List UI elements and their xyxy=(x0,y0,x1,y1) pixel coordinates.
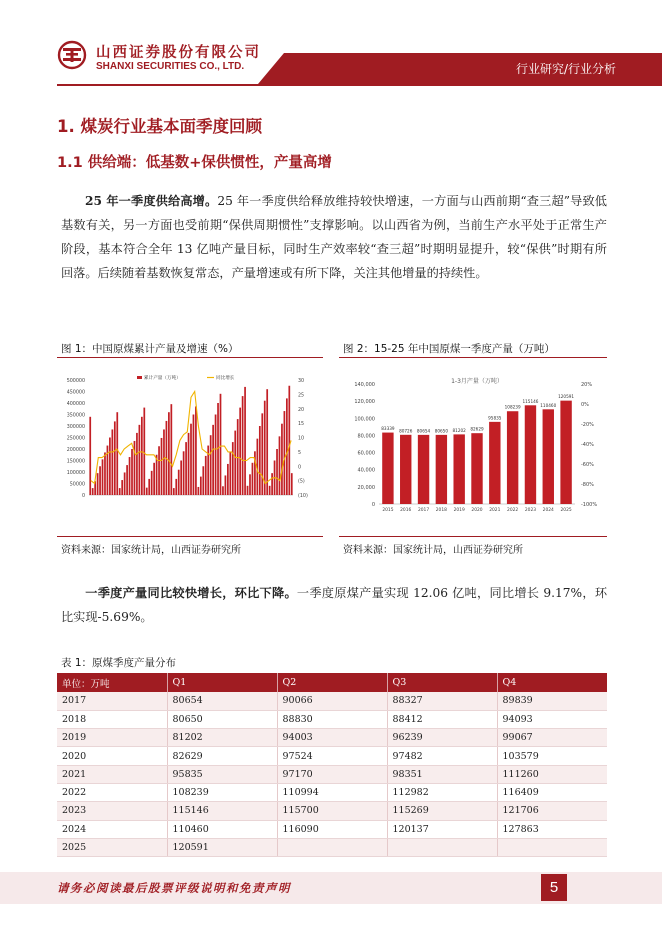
y-left-tick-label: 400000 xyxy=(66,402,85,407)
bar-cumulative-output xyxy=(104,452,106,495)
bar-q1-output xyxy=(560,401,571,504)
x-tick-label: 2020 xyxy=(471,508,483,513)
table-header-cell: 单位：万吨 xyxy=(57,673,167,692)
table-value-cell: 88830 xyxy=(277,710,387,728)
bar-cumulative-output xyxy=(168,412,170,495)
bar-cumulative-output xyxy=(92,488,94,495)
y-right-tick-label: -80% xyxy=(581,482,594,488)
table-value-cell: 111260 xyxy=(497,765,607,783)
table-value-cell: 88327 xyxy=(387,692,497,710)
table-header-row xyxy=(57,673,607,692)
paragraph-text: 25 年一季度供给释放维持较快增速，一方面与山西前期“查三超”导致低基数有关，另一方面也受前期“保供周期惯性”支撑影响。以山西省为例，当前生产水平处于正常生产阶段，基本符合全年 13 亿吨产量目标，同时生产效率较“查三超”时期明显提升，较“保供”时期有所回落。后续随着基数恢复常态，产量增速或有所下降，关注其他增量的持续性。 xyxy=(61,194,607,280)
bar-cumulative-output xyxy=(97,473,99,495)
table-value-cell: 120137 xyxy=(387,820,497,838)
legend-bar-swatch xyxy=(137,376,142,379)
bar-cumulative-output xyxy=(198,487,200,495)
y-right-tick-label: 15 xyxy=(298,422,305,428)
table-row xyxy=(57,692,607,710)
table-value-cell: 88412 xyxy=(387,710,497,728)
bar-data-label: 95835 xyxy=(488,415,502,421)
y-right-tick-label: 20% xyxy=(581,382,593,388)
x-tick-label: 2022 xyxy=(507,508,519,513)
x-tick-label: 2018 xyxy=(435,508,447,513)
bar-cumulative-output xyxy=(244,387,246,495)
figure-2-source: 资料来源：国家统计局，山西证券研究所 xyxy=(343,545,523,556)
bar-cumulative-output xyxy=(193,415,195,496)
table-value-cell: 97170 xyxy=(277,765,387,783)
table-year-cell: 2018 xyxy=(57,710,167,728)
table-value-cell: 94003 xyxy=(277,729,387,747)
bar-cumulative-output xyxy=(119,488,121,495)
y-right-tick-label: -20% xyxy=(581,422,594,428)
bar-q1-output xyxy=(507,411,518,504)
figure-2-caption: 图 2：15-25 年中国原煤一季度产量（万吨） xyxy=(343,343,555,355)
bar-cumulative-output xyxy=(261,413,263,495)
bar-q1-output xyxy=(418,435,429,504)
bar-data-label: 80726 xyxy=(399,428,413,434)
table-value-cell: 121706 xyxy=(497,802,607,820)
bar-cumulative-output xyxy=(129,457,131,495)
table-value-cell xyxy=(277,838,387,856)
figure-1-top-rule xyxy=(57,357,323,358)
x-tick-label: 2024 xyxy=(542,508,554,513)
bar-cumulative-output xyxy=(116,412,118,495)
bar-cumulative-output xyxy=(215,415,217,496)
bar-q1-output xyxy=(489,422,500,504)
bar-cumulative-output xyxy=(131,449,133,495)
bar-cumulative-output xyxy=(99,466,101,495)
legend-line-label: 同比增长 xyxy=(216,376,235,381)
table-year-cell: 2019 xyxy=(57,729,167,747)
bar-cumulative-output xyxy=(195,406,197,495)
bar-cumulative-output xyxy=(161,438,163,495)
y-right-tick-label: 5 xyxy=(298,450,302,456)
x-tick-label: 2021 xyxy=(489,508,501,513)
footer-disclaimer: 请务必阅读最后股票评级说明和免责声明 xyxy=(57,881,291,895)
bar-q1-output xyxy=(453,434,464,504)
y-left-tick-label: 60,000 xyxy=(357,450,375,457)
bar-cumulative-output xyxy=(200,477,202,495)
y-left-tick-label: 100,000 xyxy=(354,416,375,423)
table-value-cell: 115269 xyxy=(387,802,497,820)
legend-bar-label: 累计产量（万吨） xyxy=(144,376,181,381)
table-value-cell: 108239 xyxy=(167,783,277,801)
table-year-cell: 2025 xyxy=(57,838,167,856)
table-header-cell: Q4 xyxy=(497,673,607,692)
table-row xyxy=(57,729,607,747)
x-tick-label: 2016 xyxy=(400,508,412,513)
figure-2-bottom-rule xyxy=(339,536,607,537)
bar-data-label: 83339 xyxy=(381,426,395,432)
y-right-tick-label: 0 xyxy=(298,465,302,471)
y-right-tick-label: (5) xyxy=(298,479,305,485)
table-row xyxy=(57,710,607,728)
bar-cumulative-output xyxy=(143,408,145,495)
table-value-cell: 80650 xyxy=(167,710,277,728)
table-header-cell: Q3 xyxy=(387,673,497,692)
bar-cumulative-output xyxy=(151,471,153,495)
bar-q1-output xyxy=(436,435,447,504)
bar-cumulative-output xyxy=(220,394,222,495)
table-value-cell: 115146 xyxy=(167,802,277,820)
figure-1-source: 资料来源：国家统计局，山西证券研究所 xyxy=(61,545,241,556)
y-left-tick-label: 0 xyxy=(81,494,85,499)
figure-2-top-rule xyxy=(339,357,607,358)
y-left-tick-label: 350000 xyxy=(66,413,85,419)
bar-cumulative-output xyxy=(121,480,123,495)
bar-cumulative-output xyxy=(175,479,177,495)
table-value-cell: 95835 xyxy=(167,765,277,783)
section-heading: 1. 煤炭行业基本面季度回顾 xyxy=(57,117,262,136)
bar-cumulative-output xyxy=(271,473,273,495)
bar-q1-output xyxy=(400,435,411,504)
y-left-tick-label: 140,000 xyxy=(354,382,375,388)
table-value-cell: 98351 xyxy=(387,765,497,783)
bar-cumulative-output xyxy=(89,417,91,495)
y-right-tick-label: -100% xyxy=(581,502,598,508)
x-tick-label: 2015 xyxy=(382,508,394,513)
body-paragraph-q1 xyxy=(61,581,607,629)
bar-data-label: 115146 xyxy=(522,398,539,404)
bar-cumulative-output xyxy=(114,421,116,495)
bar-cumulative-output xyxy=(190,424,192,495)
y-left-tick-label: 250000 xyxy=(66,436,85,442)
bar-data-label: 120591 xyxy=(558,394,575,400)
company-logo-icon xyxy=(57,40,87,70)
bar-data-label: 110460 xyxy=(540,402,557,408)
bar-cumulative-output xyxy=(148,479,150,495)
y-left-tick-label: 80,000 xyxy=(357,433,375,440)
table-header-cell: Q1 xyxy=(167,673,277,692)
table-header-cell: Q2 xyxy=(277,673,387,692)
bar-cumulative-output xyxy=(183,451,185,495)
bar-cumulative-output xyxy=(111,429,113,495)
bar-data-label: 108239 xyxy=(504,404,521,410)
bar-cumulative-output xyxy=(185,442,187,495)
chart-cumulative-output xyxy=(57,362,323,532)
table-year-cell: 2021 xyxy=(57,765,167,783)
chart-title: 1-3月产量（万吨） xyxy=(451,378,503,385)
bar-cumulative-output xyxy=(126,465,128,495)
bar-cumulative-output xyxy=(102,459,104,495)
table-value-cell: 89839 xyxy=(497,692,607,710)
bar-cumulative-output xyxy=(259,426,261,495)
table-value-cell xyxy=(497,838,607,856)
bar-cumulative-output xyxy=(239,408,241,495)
y-right-tick-label: 30 xyxy=(298,379,305,384)
bar-cumulative-output xyxy=(212,425,214,495)
y-right-tick-label: 20 xyxy=(298,407,305,413)
quarterly-output-table xyxy=(57,673,607,857)
figure-1-bottom-rule xyxy=(57,536,323,537)
bar-cumulative-output xyxy=(269,486,271,495)
bar-cumulative-output xyxy=(279,436,281,495)
bar-cumulative-output xyxy=(225,475,227,495)
bar-cumulative-output xyxy=(276,449,278,495)
table-row xyxy=(57,838,607,856)
bar-cumulative-output xyxy=(178,470,180,495)
y-left-tick-label: 200000 xyxy=(66,448,85,453)
y-right-tick-label: 10 xyxy=(298,436,305,442)
bar-q1-output xyxy=(471,433,482,504)
table-year-cell: 2020 xyxy=(57,747,167,765)
bar-cumulative-output xyxy=(188,433,190,495)
table-value-cell xyxy=(387,838,497,856)
y-left-tick-label: 40,000 xyxy=(357,467,375,474)
x-tick-label: 2017 xyxy=(417,508,430,513)
y-right-tick-label: 25 xyxy=(298,393,305,399)
y-left-tick-label: 120,000 xyxy=(354,399,375,406)
bar-cumulative-output xyxy=(237,419,239,495)
table-value-cell: 97482 xyxy=(387,747,497,765)
bar-cumulative-output xyxy=(124,472,126,495)
subsection-heading: 1.1 供给端：低基数+保供惯性，产量高增 xyxy=(57,155,332,171)
bar-cumulative-output xyxy=(146,488,148,495)
x-tick-label: 2023 xyxy=(524,508,537,513)
bar-cumulative-output xyxy=(163,429,165,495)
paragraph-lead: 一季度产量同比较快增长，环比下降。 xyxy=(85,586,297,600)
bar-data-label: 80654 xyxy=(416,428,431,434)
report-category: 行业研究/行业分析 xyxy=(515,62,616,76)
bar-cumulative-output xyxy=(170,404,172,495)
table-value-cell: 82629 xyxy=(167,747,277,765)
paragraph-text: 一季度原煤产量实现 12.06 亿吨，同比增长 9.17%，环比实现-5.69%。 xyxy=(61,586,608,624)
y-right-tick-label: (10) xyxy=(298,494,308,499)
bar-cumulative-output xyxy=(242,396,244,495)
bar-cumulative-output xyxy=(153,463,155,495)
y-left-tick-label: 50000 xyxy=(69,482,85,488)
table-row xyxy=(57,765,607,783)
page-number: 5 xyxy=(541,874,567,901)
table-value-cell: 127863 xyxy=(497,820,607,838)
table-caption: 表 1：原煤季度产量分布 xyxy=(61,657,177,669)
y-right-tick-label: -40% xyxy=(581,442,594,448)
y-left-tick-label: 20,000 xyxy=(357,484,375,491)
y-left-tick-label: 450000 xyxy=(66,390,85,396)
bar-cumulative-output xyxy=(249,474,251,495)
y-left-tick-label: 100000 xyxy=(66,471,85,476)
table-row xyxy=(57,783,607,801)
bar-cumulative-output xyxy=(222,486,224,495)
table-value-cell: 110460 xyxy=(167,820,277,838)
bar-cumulative-output xyxy=(109,438,111,496)
y-left-tick-label: 500000 xyxy=(66,379,85,384)
bar-cumulative-output xyxy=(180,461,182,496)
table-value-cell: 115700 xyxy=(277,802,387,820)
y-left-tick-label: 0 xyxy=(371,502,375,508)
bar-cumulative-output xyxy=(284,411,286,495)
bar-cumulative-output xyxy=(202,466,204,495)
bar-data-label: 81202 xyxy=(452,427,466,433)
page-header xyxy=(0,0,662,86)
bar-cumulative-output xyxy=(232,442,234,495)
table-value-cell: 116409 xyxy=(497,783,607,801)
company-name-en: SHANXI SECURITIES CO., LTD. xyxy=(96,61,245,72)
bar-cumulative-output xyxy=(139,425,141,495)
paragraph-lead: 25 年一季度供给高增。 xyxy=(85,194,218,208)
bar-cumulative-output xyxy=(158,446,160,495)
table-row xyxy=(57,820,607,838)
bar-cumulative-output xyxy=(229,452,231,495)
bar-cumulative-output xyxy=(173,488,175,495)
table-value-cell: 90066 xyxy=(277,692,387,710)
table-value-cell: 112982 xyxy=(387,783,497,801)
table-year-cell: 2022 xyxy=(57,783,167,801)
table-value-cell: 94093 xyxy=(497,710,607,728)
bar-cumulative-output xyxy=(281,424,283,495)
bar-cumulative-output xyxy=(210,435,212,495)
table-value-cell: 97524 xyxy=(277,747,387,765)
bar-data-label: 80650 xyxy=(434,428,449,434)
bar-q1-output xyxy=(525,405,536,504)
x-tick-label: 2025 xyxy=(560,508,572,513)
table-value-cell: 81202 xyxy=(167,729,277,747)
table-value-cell: 110994 xyxy=(277,783,387,801)
table-value-cell: 99067 xyxy=(497,729,607,747)
bar-cumulative-output xyxy=(286,398,288,495)
bar-cumulative-output xyxy=(252,463,254,495)
table-year-cell: 2017 xyxy=(57,692,167,710)
chart-q1-output xyxy=(339,362,607,532)
table-value-cell: 116090 xyxy=(277,820,387,838)
table-row xyxy=(57,747,607,765)
y-left-tick-label: 300000 xyxy=(66,425,85,430)
bar-data-label: 82629 xyxy=(470,426,484,432)
bar-cumulative-output xyxy=(266,389,268,495)
bar-cumulative-output xyxy=(227,464,229,495)
x-tick-label: 2019 xyxy=(453,508,465,513)
figure-1-caption: 图 1：中国原煤累计产量及增速（%） xyxy=(61,343,239,355)
table-value-cell: 80654 xyxy=(167,692,277,710)
bar-cumulative-output xyxy=(247,486,249,495)
header-divider xyxy=(57,84,662,86)
y-left-tick-label: 150000 xyxy=(66,459,85,465)
table-row xyxy=(57,802,607,820)
y-right-tick-label: -60% xyxy=(581,462,594,468)
body-paragraph-supply xyxy=(61,189,607,285)
bar-cumulative-output xyxy=(141,417,143,495)
bar-cumulative-output xyxy=(234,431,236,495)
bar-cumulative-output xyxy=(136,433,138,495)
table-year-cell: 2024 xyxy=(57,820,167,838)
table-value-cell: 120591 xyxy=(167,838,277,856)
bar-cumulative-output xyxy=(205,456,207,495)
company-name-cn: 山西证券股份有限公司 xyxy=(96,45,261,61)
y-right-tick-label: 0% xyxy=(581,402,589,408)
table-value-cell: 103579 xyxy=(497,747,607,765)
bar-q1-output xyxy=(382,433,393,504)
bar-cumulative-output xyxy=(291,473,293,495)
table-year-cell: 2023 xyxy=(57,802,167,820)
bar-cumulative-output xyxy=(288,386,290,495)
table-value-cell: 96239 xyxy=(387,729,497,747)
bar-q1-output xyxy=(543,409,554,504)
